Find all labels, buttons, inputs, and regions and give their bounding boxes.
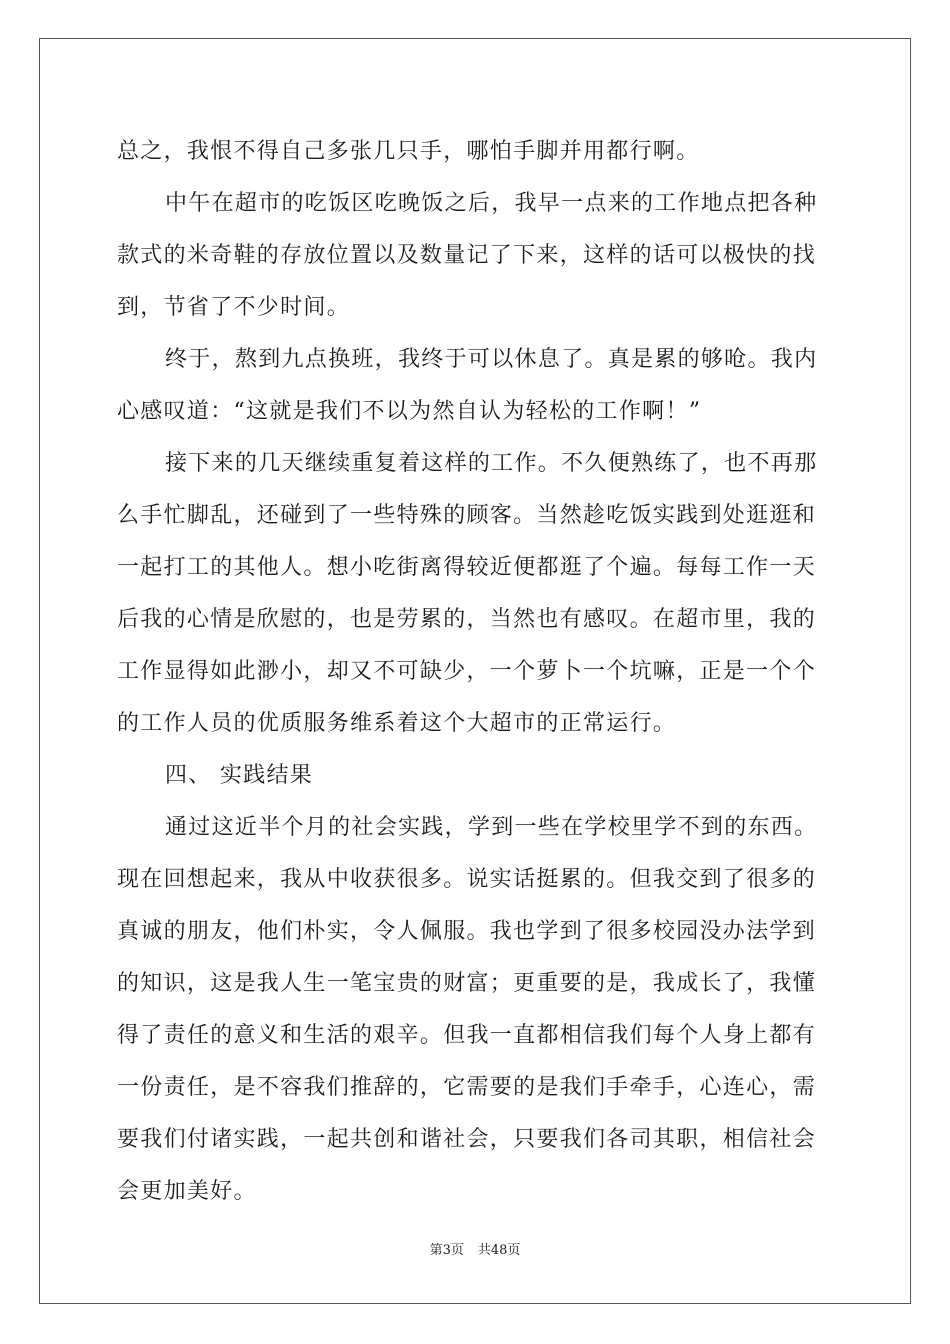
- text-line: 心感叹道：“这就是我们不以为然自认为轻松的工作啊！”: [117, 399, 702, 424]
- text-line: 么手忙脚乱，还碰到了一些特殊的顾客。当然趁吃饭实践到处逛逛和: [117, 503, 817, 528]
- text-line: 的工作人员的优质服务维系着这个大超市的正常运行。: [117, 711, 677, 736]
- text-line: 款式的米奇鞋的存放位置以及数量记了下来，这样的话可以极快的找: [117, 243, 817, 268]
- text-line: 得了责任的意义和生活的艰辛。但我一直都相信我们每个人身上都有: [117, 1023, 817, 1048]
- text-line: 要我们付诸实践，一起共创和谐社会，只要我们各司其职，相信社会: [117, 1127, 817, 1152]
- text-line: 一份责任，是不容我们推辞的，它需要的是我们手牵手，心连心，需: [117, 1075, 817, 1100]
- text-line: 四、 实践结果: [165, 763, 314, 788]
- page-number: 第3页: [429, 1243, 464, 1258]
- text-line: 后我的心情是欣慰的，也是劳累的，当然也有感叹。在超市里，我的: [117, 607, 817, 632]
- text-line: 真诚的朋友，他们朴实，令人佩服。我也学到了很多校园没办法学到: [117, 919, 817, 944]
- text-line: 会更加美好。: [117, 1179, 257, 1204]
- text-line: 工作显得如此渺小，却又不可缺少，一个萝卜一个坑嘛，正是一个个: [117, 659, 817, 684]
- text-line: 接下来的几天继续重复着这样的工作。不久便熟练了，也不再那: [165, 451, 818, 476]
- text-line: 终于，熬到九点换班，我终于可以休息了。真是累的够呛。我内: [165, 347, 818, 372]
- text-line: 的知识，这是我人生一笔宝贵的财富；更重要的是，我成长了，我懂: [117, 971, 817, 996]
- text-line: 总之，我恨不得自己多张几只手，哪怕手脚并用都行啊。: [117, 139, 700, 164]
- text-line: 通过这近半个月的社会实践，学到一些在学校里学不到的东西。: [165, 815, 818, 840]
- page-footer: [0, 1243, 950, 1259]
- text-line: 中午在超市的吃饭区吃晚饭之后，我早一点来的工作地点把各种: [165, 191, 818, 216]
- text-line: 到，节省了不少时间。: [117, 295, 351, 320]
- text-line: 现在回想起来，我从中收获很多。说实话挺累的。但我交到了很多的: [117, 867, 817, 892]
- page-total: 共48页: [477, 1243, 521, 1258]
- document-body: [117, 126, 833, 1218]
- text-line: 一起打工的其他人。想小吃街离得较近便都逛了个遍。每每工作一天: [117, 555, 817, 580]
